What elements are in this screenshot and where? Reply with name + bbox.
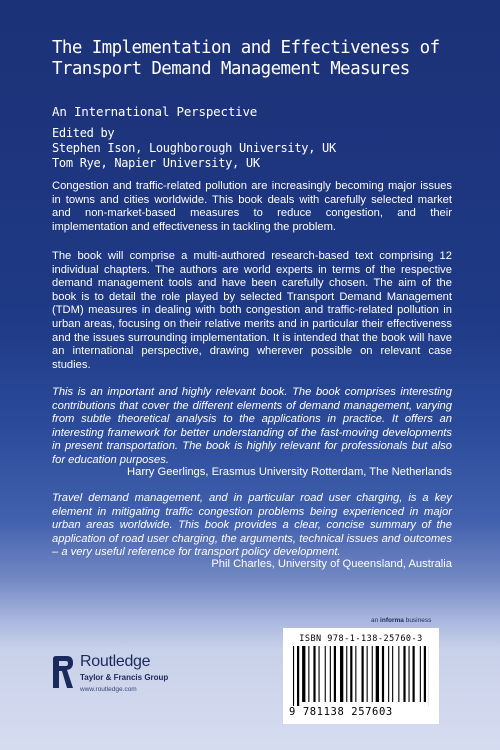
review-quote-1: This is an important and highly relevant book. The book comprises interesting contributions that cover the different elements of demand management, varying from subtle theoretical analysis to the applications in practice. It offers an interesting framework for better understanding of the fast-moving developments in present transportation. The book is highly relevant for professionals but also for education purposes. <box>52 386 452 466</box>
editor-1: Stephen Ison, Loughborough University, UK <box>52 141 336 155</box>
editor-2: Tom Rye, Napier University, UK <box>52 156 260 170</box>
informa-suffix: business <box>405 617 432 624</box>
barcode-icon <box>293 646 429 706</box>
barcode-panel <box>283 628 439 724</box>
isbn-label: ISBN 978-1-138-25760-3 <box>299 634 423 644</box>
editors-heading: Edited by <box>52 126 115 140</box>
review-attribution-1: Harry Geerlings, Erasmus University Rotterdam, The Netherlands <box>127 466 452 478</box>
publisher-url: www.routledge.com <box>80 686 137 693</box>
review-quote-2: Travel demand management, and in particular road user charging, is a key element in mitigating traffic congestion problems being experienced in major urban areas worldwide. This book provides a clear, concise summary of the application of road user charging, the arguments, technical issues and outcomes – a very useful reference for transport policy development. <box>52 492 452 559</box>
review-attribution-2: Phil Charles, University of Queensland, Australia <box>211 558 452 570</box>
description-paragraph-2: The book will comprise a multi-authored research-based text comprising 12 individual chapters. The authors are world experts in terms of the respective demand management tools and have been carefully chosen. The aim of the book is to detail the role played by selected Transport Demand Management (TDM) measures in dealing with both congestion and traffic-related pollution in urban areas, focusing on their relative merits and in particular their effectiveness and the issues surrounding implementation. It is intended that the book will have an international perspective, drawing wherever possible on relevant case studies. <box>52 250 452 371</box>
description-paragraph-1: Congestion and traffic-related pollution are increasingly becoming major issues in towns and cities worldwide. This book deals with carefully selected market and non-market-based measures to reduce congestion, and their implementation and effectiveness in tackling the problem. <box>52 180 452 233</box>
informa-brand: informa <box>380 617 404 624</box>
informa-business-tag <box>371 617 431 624</box>
book-title: The Implementation and Effectiveness of Transport Demand Management Measures <box>52 38 440 79</box>
book-subtitle: An International Perspective <box>52 104 258 119</box>
publisher-group: Taylor & Francis Group <box>80 673 169 682</box>
informa-prefix: an <box>371 617 379 624</box>
editors-block <box>52 126 336 171</box>
isbn-barcode-digits: 9 781138 257603 <box>289 706 393 718</box>
publisher-name: Routledge <box>80 653 151 670</box>
routledge-logo-icon <box>52 655 74 689</box>
